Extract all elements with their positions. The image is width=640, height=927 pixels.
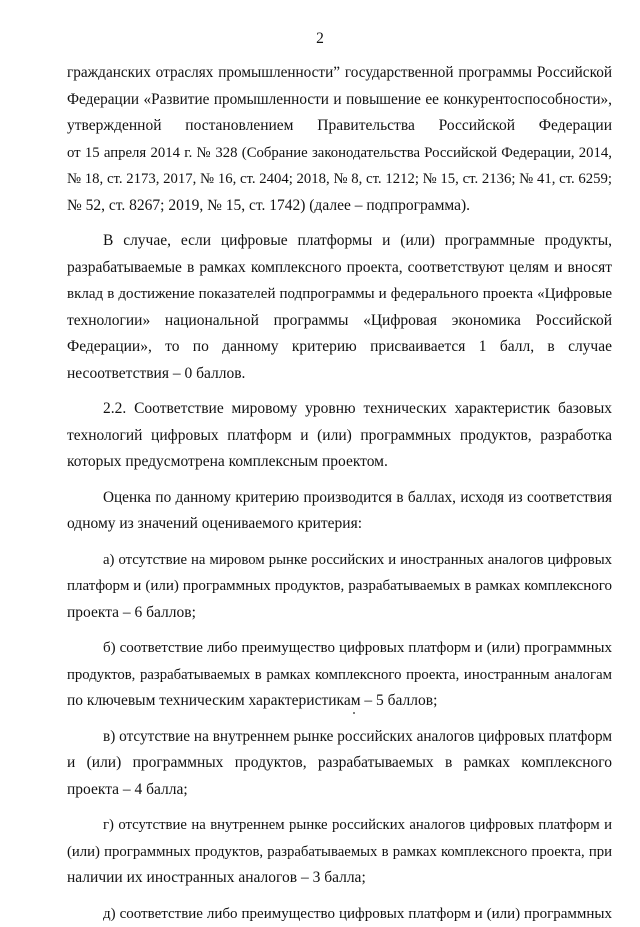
text-line: в) отсутствие на внутреннем рынке российских аналогов цифровых платформ xyxy=(67,724,612,751)
text-line: от 15 апреля 2014 г. № 328 (Собрание законодательства Российской Федерации, 2014, xyxy=(67,140,612,167)
list-item-a xyxy=(67,547,612,627)
paragraph-subprogram-reference xyxy=(67,60,612,219)
list-item-g xyxy=(67,812,612,892)
text-line: проекта – 4 балла; xyxy=(67,777,612,804)
text-line: а) отсутствие на мировом рынке российских и иностранных аналогов цифровых xyxy=(67,547,612,574)
text-line: продуктов, разрабатываемых в рамках комплексного проекта, иностранным аналогам xyxy=(67,662,612,689)
list-item-v xyxy=(67,724,612,804)
text-line: б) соответствие либо преимущество цифровых платформ и (или) программных xyxy=(67,635,612,662)
text-line: одному из значений оцениваемого критерия: xyxy=(67,511,612,538)
text-line: В случае, если цифровые платформы и (или) программные продукты, xyxy=(67,228,612,255)
text-line: проекта – 6 баллов; xyxy=(67,600,612,627)
text-line: платформ и (или) программных продуктов, разрабатываемых в рамках комплексного xyxy=(67,573,612,600)
text-line: д) соответствие либо преимущество цифровых платформ и (или) программных xyxy=(67,901,612,927)
scan-speck xyxy=(353,712,355,714)
paragraph-scoring-intro xyxy=(67,485,612,538)
text-line: г) отсутствие на внутреннем рынке российских аналогов цифровых платформ и xyxy=(67,812,612,839)
text-line: № 52, ст. 8267; 2019, № 15, ст. 1742) (далее – подпрограмма). xyxy=(67,193,612,220)
page-number: 2 xyxy=(0,30,640,48)
text-line: гражданских отраслях промышленности” государственной программы Российской xyxy=(67,60,612,87)
list-item-d xyxy=(67,901,612,927)
text-line: разрабатываемые в рамках комплексного проекта, соответствуют целям и вносят xyxy=(67,255,612,282)
text-line: технологий цифровых платформ и (или) программных продуктов, разработка xyxy=(67,423,612,450)
document-body xyxy=(67,60,612,927)
list-item-b xyxy=(67,635,612,715)
text-line: № 18, ст. 2173, 2017, № 16, ст. 2404; 2018, № 8, ст. 1212; № 15, ст. 2136; № 41, ст. 6259; xyxy=(67,166,612,193)
text-line: Федерации», то по данному критерию присваивается 1 балл, в случае xyxy=(67,334,612,361)
text-line: (или) программных продуктов, разрабатываемых в рамках комплексного проекта, при xyxy=(67,839,612,866)
text-line: Оценка по данному критерию производится в баллах, исходя из соответствия xyxy=(67,485,612,512)
paragraph-digital-platforms-compliance xyxy=(67,228,612,387)
text-line: технологии» национальной программы «Цифровая экономика Российской xyxy=(67,308,612,335)
text-line: Федерации «Развитие промышленности и повышение ее конкурентоспособности», xyxy=(67,87,612,114)
text-line: по ключевым техническим характеристикам – 5 баллов; xyxy=(67,688,612,715)
text-line: утвержденной постановлением Правительства Российской Федерации xyxy=(67,113,612,140)
text-line: и (или) программных продуктов, разрабатываемых в рамках комплексного xyxy=(67,750,612,777)
text-line: несоответствия – 0 баллов. xyxy=(67,361,612,388)
text-line: вклад в достижение показателей подпрограммы и федерального проекта «Цифровые xyxy=(67,281,612,308)
paragraph-criterion-2-2 xyxy=(67,396,612,476)
text-line: наличии их иностранных аналогов – 3 балла; xyxy=(67,865,612,892)
text-line: которых предусмотрена комплексным проектом. xyxy=(67,449,612,476)
text-line: 2.2. Соответствие мировому уровню технических характеристик базовых xyxy=(67,396,612,423)
